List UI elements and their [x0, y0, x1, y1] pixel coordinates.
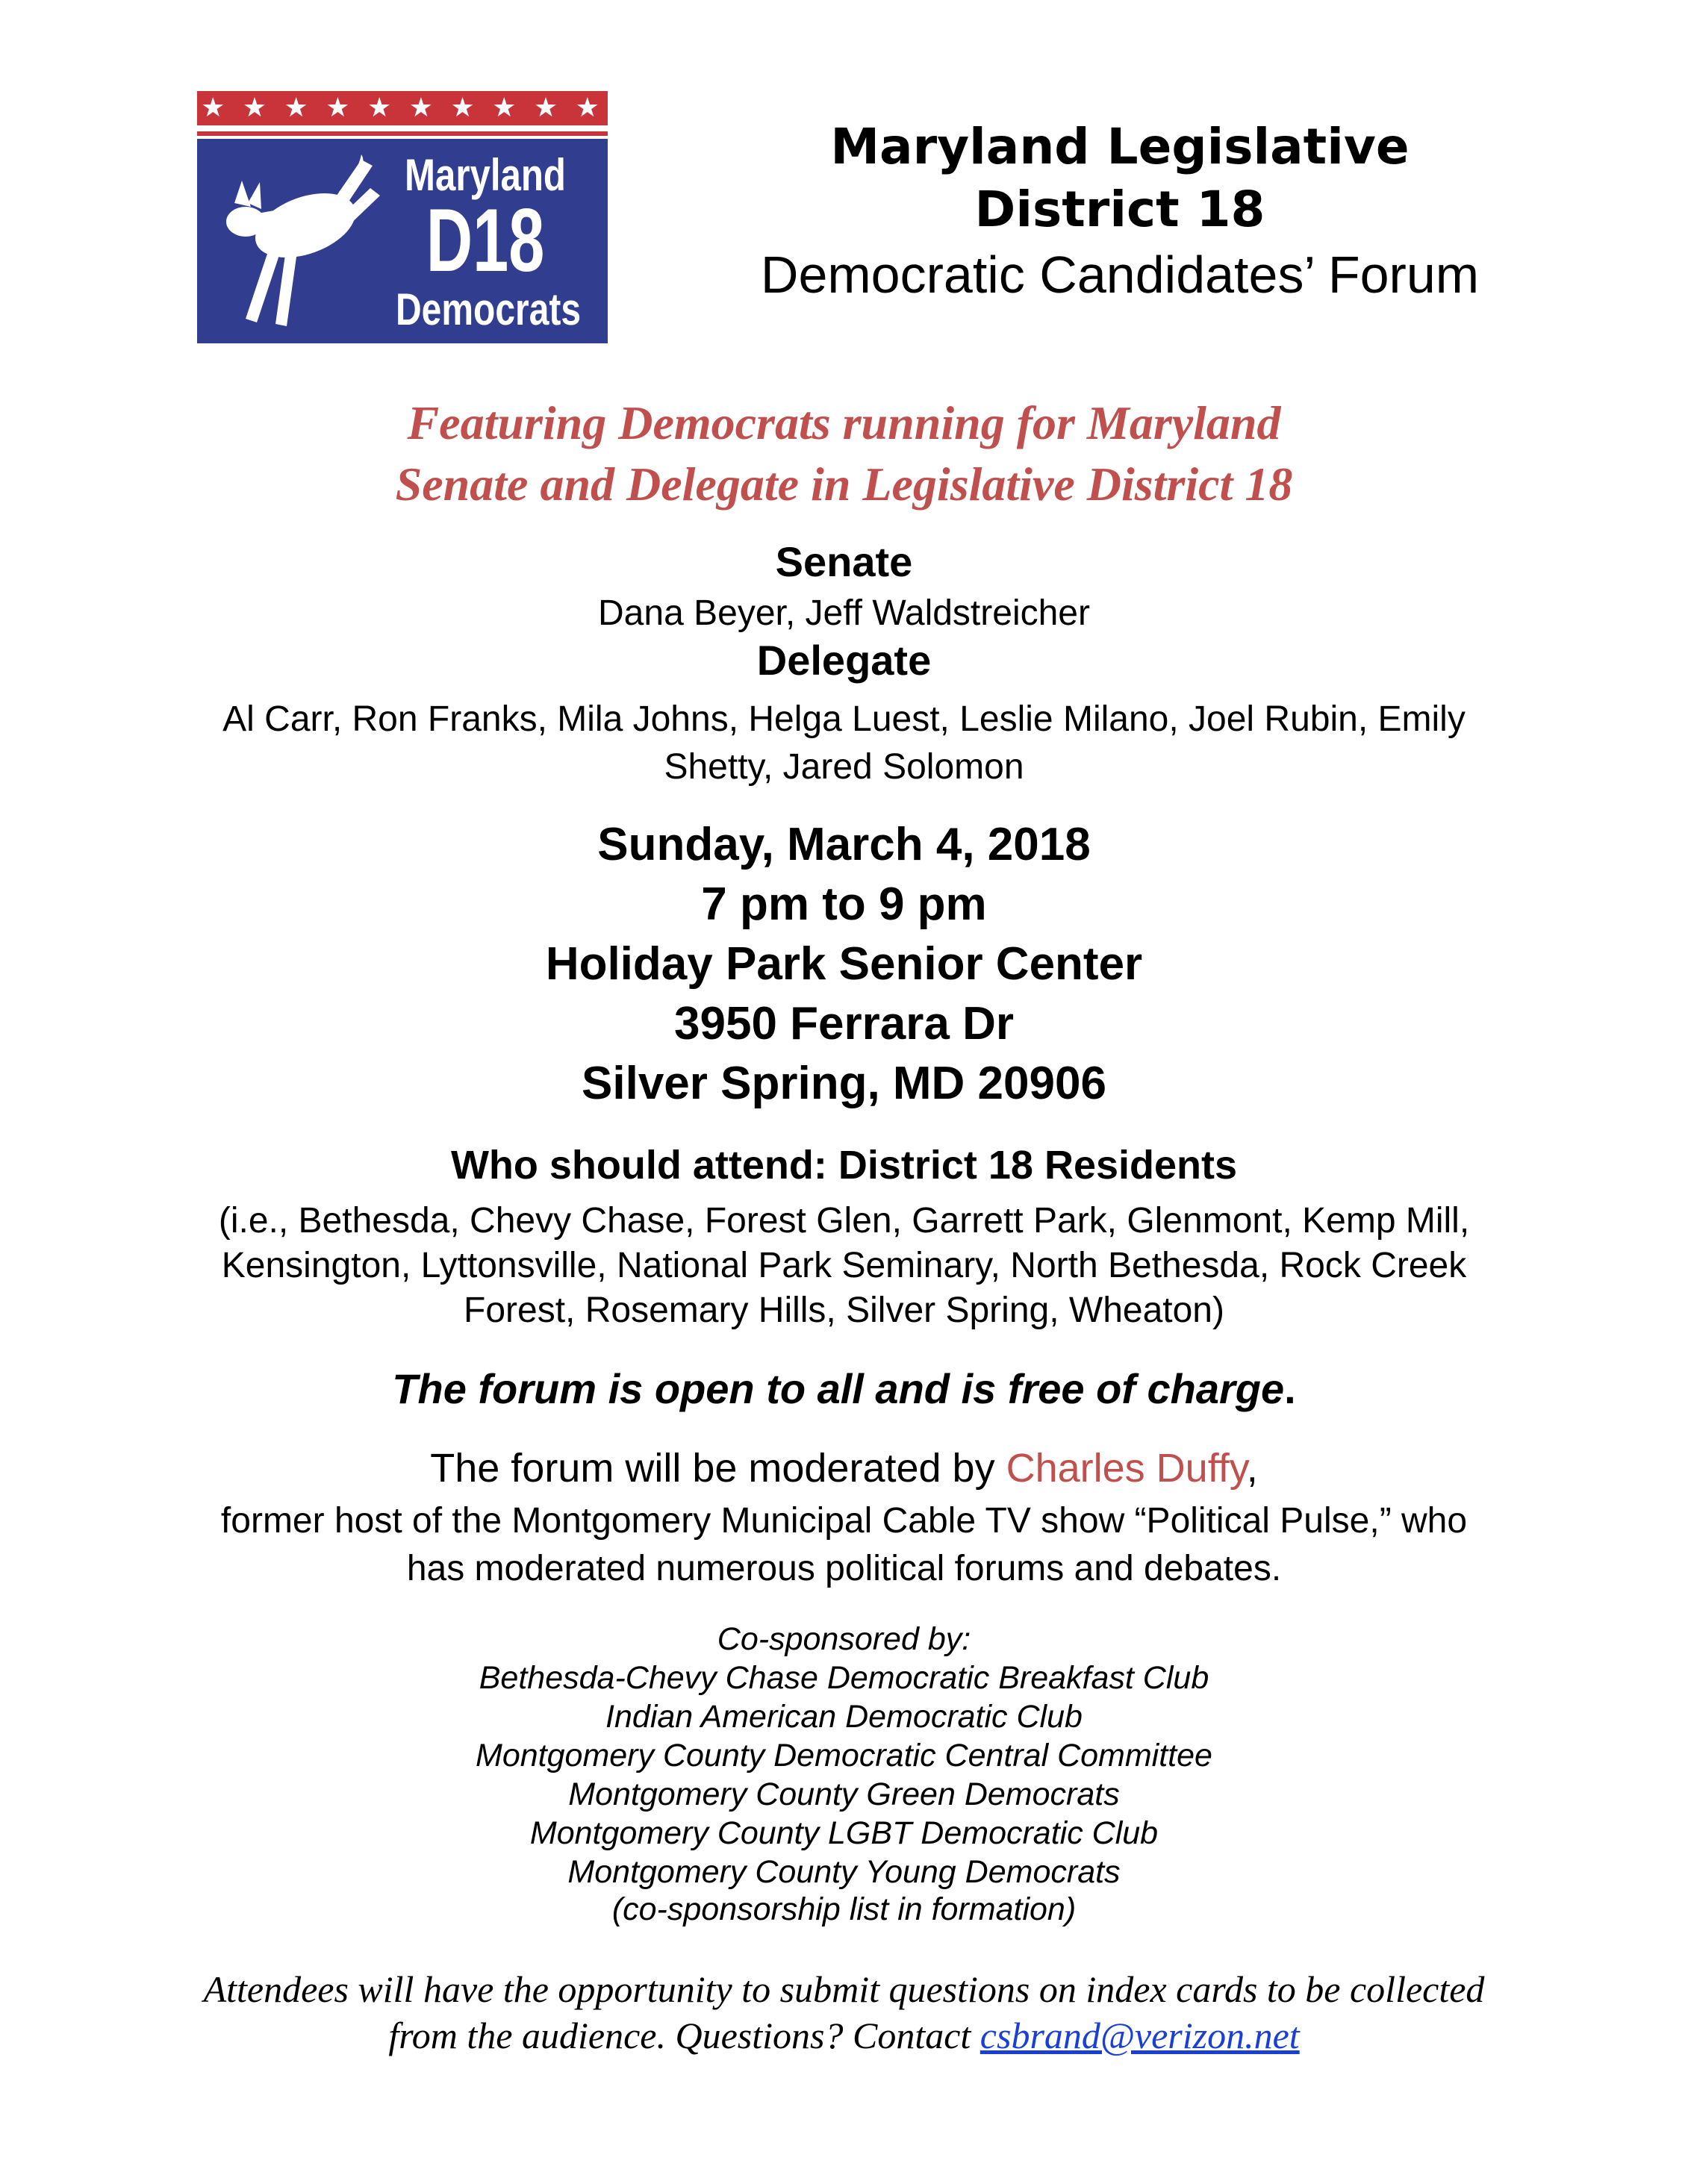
attend-heading: Who should attend: District 18 Residents: [450, 1143, 1238, 1188]
event-time: 7 pm to 9 pm: [701, 879, 987, 930]
senate-heading: Senate: [775, 538, 913, 585]
attend-areas-line-1: (i.e., Bethesda, Chevy Chase, Forest Glen, Garrett Park, Glenmont, Kemp Mill,: [218, 1201, 1470, 1241]
moderator-name: Charles Duffy: [1006, 1446, 1247, 1491]
event-street: 3950 Ferrara Dr: [674, 998, 1014, 1049]
logo-text-democrats: Democrats: [396, 284, 582, 334]
sponsors-note: (co-sponsorship list in formation): [611, 1891, 1077, 1927]
star-banner: ★ ★ ★ ★ ★ ★ ★ ★ ★ ★: [197, 91, 608, 125]
sponsor-item: Bethesda-Chevy Chase Democratic Breakfast Club: [479, 1660, 1209, 1696]
donkey-icon: [212, 151, 384, 337]
featuring-line-1: Featuring Democrats running for Maryland: [407, 396, 1281, 449]
attend-areas-line-2: Kensington, Lyttonsville, National Park Seminary, North Bethesda, Rock Creek: [221, 1246, 1467, 1285]
attend-areas-line-3: Forest, Rosemary Hills, Silver Spring, Wheaton): [464, 1291, 1224, 1330]
moderator-suffix: ,: [1246, 1446, 1258, 1491]
sponsor-item: Montgomery County LGBT Democratic Club: [529, 1815, 1159, 1851]
logo-stripe-red: [197, 131, 608, 136]
logo-text-maryland: Maryland: [404, 150, 566, 200]
delegate-names-line-1: Al Carr, Ron Franks, Mila Johns, Helga Luest, Leslie Milano, Joel Rubin, Emily: [222, 699, 1466, 739]
featuring-line-2: Senate and Delegate in Legislative District 18: [395, 458, 1293, 511]
senate-names: Dana Beyer, Jeff Waldstreicher: [598, 593, 1090, 633]
title-line-1: Maryland Legislative: [830, 118, 1410, 175]
moderator-bio-line-2: has moderated numerous political forums and debates.: [406, 1549, 1282, 1588]
event-venue: Holiday Park Senior Center: [545, 938, 1143, 990]
title-line-2: District 18: [974, 181, 1265, 238]
footer-line-2-text: from the audience. Questions? Contact: [388, 2015, 980, 2056]
moderator-bio-line-1: former host of the Montgomery Municipal Cable TV show “Political Pulse,” who: [220, 1501, 1468, 1541]
free-statement: [0, 1364, 1688, 1413]
d18-logo: [197, 91, 608, 343]
title-line-3: Democratic Candidates’ Forum: [760, 246, 1480, 304]
sponsor-item: Indian American Democratic Club: [605, 1699, 1083, 1735]
moderator-line: [0, 1445, 1688, 1491]
page-title: [672, 116, 1568, 308]
sponsor-item: Montgomery County Democratic Central Committee: [476, 1738, 1212, 1773]
sponsor-item: Montgomery County Young Democrats: [567, 1854, 1121, 1890]
free-statement-text: The forum is open to all and is free of charge: [392, 1365, 1285, 1412]
sponsors-heading: Co-sponsored by:: [717, 1621, 971, 1657]
event-city: Silver Spring, MD 20906: [582, 1058, 1106, 1109]
logo-stripe-white: [197, 125, 608, 131]
sponsor-item: Montgomery County Green Democrats: [568, 1776, 1120, 1812]
footer-line-2: [0, 2012, 1688, 2059]
free-statement-period: .: [1284, 1365, 1296, 1412]
moderator-prefix: The forum will be moderated by: [430, 1446, 1006, 1491]
delegate-heading: Delegate: [756, 637, 932, 684]
contact-email-link[interactable]: csbrand@verizon.net: [980, 2015, 1300, 2056]
logo-text-d18: D18: [426, 190, 545, 290]
event-date: Sunday, March 4, 2018: [597, 819, 1091, 870]
delegate-names-line-2: Shetty, Jared Solomon: [664, 747, 1024, 787]
footer-line-1: Attendees will have the opportunity to submit questions on index cards to be collected: [203, 1968, 1485, 2010]
